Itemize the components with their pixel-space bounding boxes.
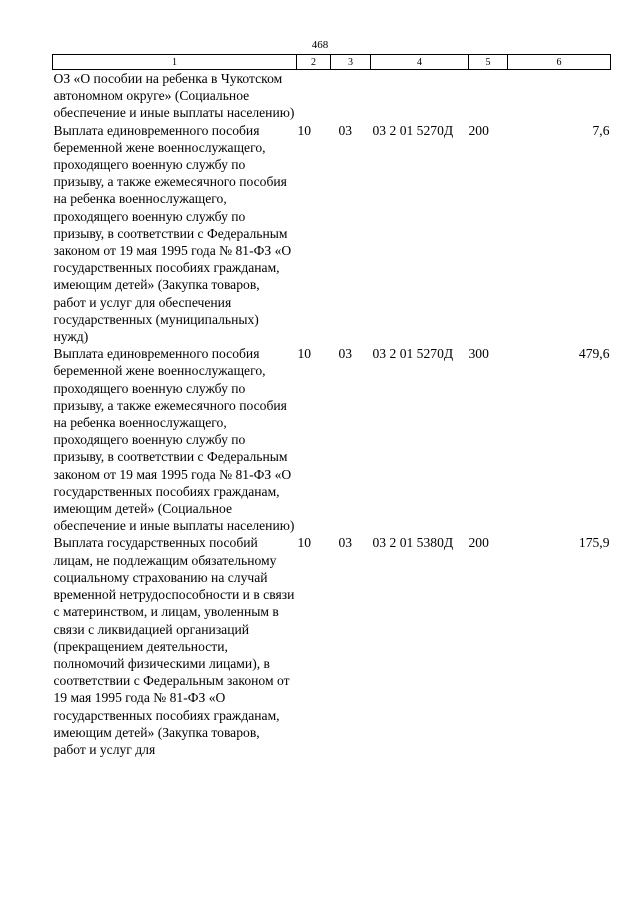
page-number: 468 bbox=[311, 39, 329, 51]
table-row bbox=[53, 70, 611, 122]
row-target-article bbox=[371, 70, 469, 122]
row-section: 10 bbox=[297, 346, 312, 362]
row-name: Выплата единовременного пособия беременной жене военнослужащего, проходящего военную службу по призыву, а также ежемесячного пособия на ребенка военнослужащего, проходящего военную службу по призыву, в соответствии с Федеральным законом от 19 мая 1995 года № 81-ФЗ «О государственных пособиях гражданам, имеющим детей» (Закупка товаров, работ и услуг для обеспечения государственных (муниципальных) нужд) bbox=[53, 122, 292, 345]
budget-table bbox=[52, 54, 611, 758]
column-header-2: 2 bbox=[297, 55, 331, 70]
column-header-3: 3 bbox=[331, 55, 371, 70]
table-row bbox=[53, 534, 611, 758]
row-subsection: 03 bbox=[338, 535, 353, 551]
row-name: ОЗ «О пособии на ребенка в Чукотском автономном округе» (Социальное обеспечение и иные выплаты населению) bbox=[53, 71, 295, 121]
row-section: 10 bbox=[297, 122, 312, 138]
row-expense-type: 200 bbox=[468, 535, 489, 551]
row-target-article: 03 2 01 5270Д bbox=[372, 122, 454, 138]
row-name: Выплата единовременного пособия беременной жене военнослужащего, проходящего военную службу по призыву, а также ежемесячного пособия на ребенка военнослужащего, проходящего военную службу по призыву, в соответствии с Федеральным законом от 19 мая 1995 года № 81-ФЗ «О государственных пособиях гражданам, имеющим детей» (Социальное обеспечение и иные выплаты населению) bbox=[53, 346, 295, 534]
row-expense-type: 300 bbox=[468, 346, 489, 362]
row-expense-type: 200 bbox=[468, 122, 489, 138]
row-amount: 479,6 bbox=[578, 346, 610, 362]
column-header-4: 4 bbox=[371, 55, 469, 70]
row-expense-type bbox=[469, 70, 508, 122]
row-section: 10 bbox=[297, 535, 312, 551]
column-header-5: 5 bbox=[469, 55, 508, 70]
table-row bbox=[53, 122, 611, 346]
row-amount: 7,6 bbox=[592, 122, 610, 138]
column-header-6: 6 bbox=[508, 55, 611, 70]
row-name: Выплата государственных пособий лицам, не подлежащим обязательному социальному страхованию на случай временной нетрудоспособности и в связи с материнством, и лицам, уволенным в связи с ликвидацией организаций (прекращением деятельности, полномочий физическими лицами), в соответствии с Федеральным законом от 19 мая 1995 года № 81-ФЗ «О государственных пособиях гражданам, имеющим детей» (Закупка товаров, работ и услуг для bbox=[53, 535, 295, 757]
row-amount bbox=[508, 70, 611, 122]
row-subsection: 03 bbox=[338, 346, 353, 362]
column-number-header-row bbox=[53, 55, 611, 70]
row-target-article: 03 2 01 5380Д bbox=[372, 535, 454, 551]
row-amount: 175,9 bbox=[578, 535, 610, 551]
row-target-article: 03 2 01 5270Д bbox=[372, 346, 454, 362]
row-subsection bbox=[331, 70, 371, 122]
column-header-1: 1 bbox=[53, 55, 297, 70]
row-subsection: 03 bbox=[338, 122, 353, 138]
row-section bbox=[297, 70, 331, 122]
table-row bbox=[53, 345, 611, 534]
